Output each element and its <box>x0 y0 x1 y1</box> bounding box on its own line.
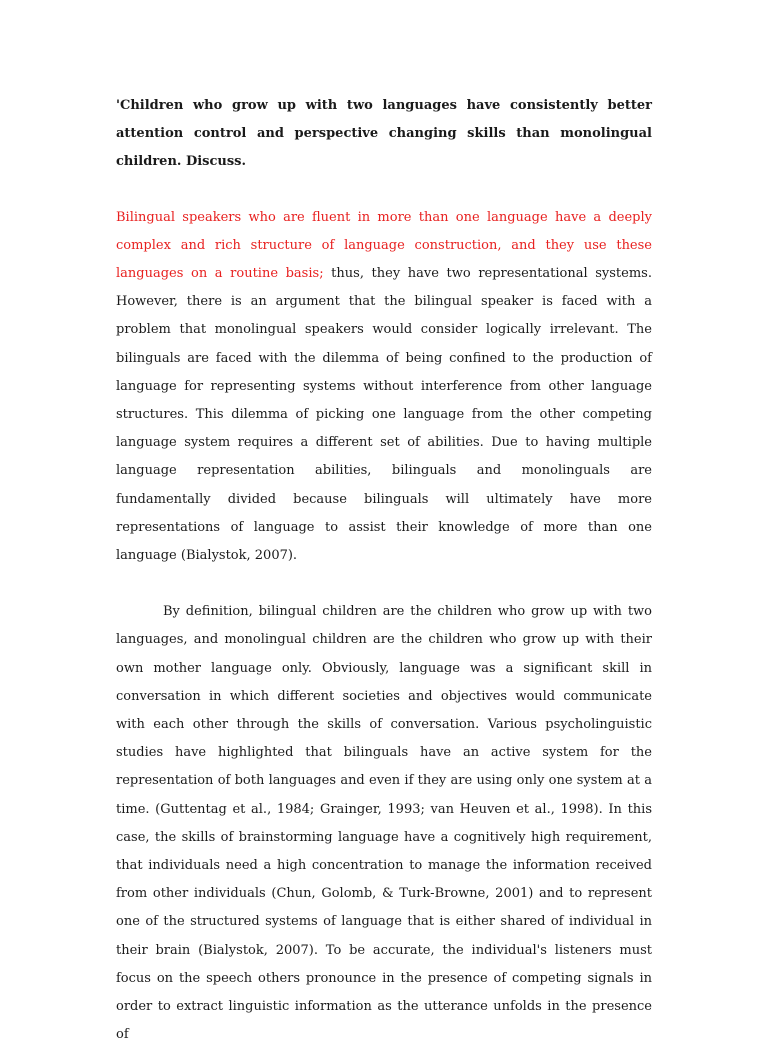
paragraph-1-text: thus, they have two representational systems. However, there is an argument that the bilingual speaker is faced with a problem that monolingual speakers would consider logically irrelevant. The bilinguals are faced with the dilemma of being confined to the production of language for representing systems without interference from other language structures. This dilemma of picking one language from the other competing language system requires a different set of abilities. Due to having multiple language representation abilities, bilinguals and monolinguals are fundamentally divided because bilinguals will ultimately have more representations of language to assist their knowledge of more than one language (Bialystok, 2007). <box>116 266 652 564</box>
paragraph-1 <box>116 204 652 571</box>
essay-question-title: 'Children who grow up with two languages have consistently better attention control and perspective changing skills than monolingual children. Discuss. <box>116 98 652 170</box>
highlighted-text: Bilingual speakers who are fluent in more than one language have a deeply complex and rich structure of language construction, and they use these languages on a routine basis; <box>116 209 652 282</box>
document-body <box>116 92 652 1050</box>
paragraph-2: By definition, bilingual children are the children who grow up with two languages, and monolingual children are the children who grow up with their own mother language only. Obviously, language was a significant skill in conversation in which different societies and objectives would communicate with each other through the skills of conversation. Various psycholinguistic studies have highlighted that bilinguals have an active system for the representation of both languages and even if they are using only one system at a time. (Guttentag et al., 1984; Grainger, 1993; van Heuven et al., 1998). In this case, the skills of brainstorming language have a cognitively high requirement, that individuals need a high concentration to manage the information received from other individuals (Chun, Golomb, & Turk-Browne, 2001) and to represent one of the structured systems of language that is either shared of individual in their brain (Bialystok, 2007). To be accurate, the individual's listeners must focus on the speech others pronounce in the presence of competing signals in order to extract linguistic information as the utterance unfolds in the presence of <box>116 604 652 1043</box>
